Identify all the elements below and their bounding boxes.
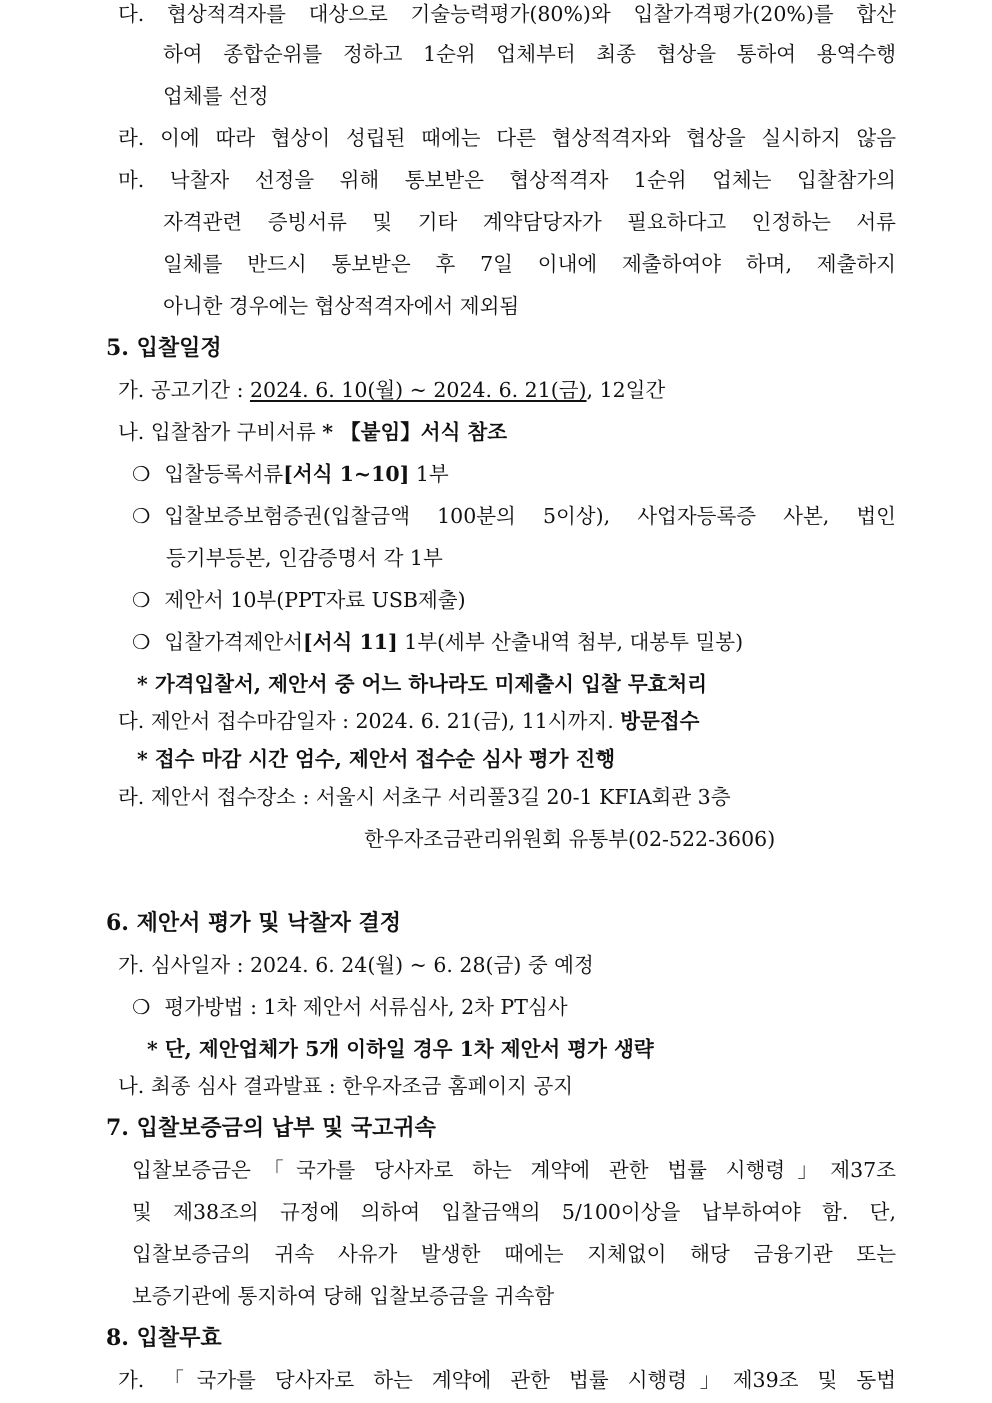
item-ma-line1: 마. 낙찰자 선정을 위해 통보받은 협상적격자 1순위 업체는 입찰참가의: [118, 168, 896, 192]
circle-bullet-icon: ❍: [132, 504, 151, 528]
document-item-2: [132, 502, 896, 530]
item-ra: 라. 이에 따라 협상이 성립된 때에는 다른 협상적격자와 협상을 실시하지 않음: [118, 126, 896, 150]
section-5-heading: 5. 입찰일정: [106, 335, 222, 361]
deposit-paragraph-line2: 및 제38조의 규정에 의하여 입찰금액의 5/100이상을 납부하여야 함. 단,: [132, 1200, 896, 1224]
submission-deadline: [118, 707, 699, 735]
section-7-heading: 7. 입찰보증금의 납부 및 국고귀속: [106, 1115, 436, 1141]
item-da-line2: 하여 종합순위를 정하고 1순위 업체부터 최종 협상을 통하여 용역수행: [163, 42, 896, 66]
document-item-4: [132, 628, 743, 656]
submission-deadline-text: 다. 제안서 접수마감일자 : 2024. 6. 21(금), 11시까지.: [118, 709, 621, 733]
document-item-2-cont: 등기부등본, 인감증명서 각 1부: [166, 546, 443, 570]
notice-period-dates: 2024. 6. 10(월) ~ 2024. 6. 21(금): [250, 378, 587, 402]
document-item-2-text: 입찰보증보험증권(입찰금액 100분의 5이상), 사업자등록증 사본, 법인: [164, 504, 896, 528]
document-item-1-text: 입찰등록서류: [164, 462, 284, 486]
deposit-paragraph-line4: 보증기관에 통지하여 당해 입찰보증금을 귀속함: [132, 1284, 555, 1308]
form-reference: [서식 1~10]: [283, 462, 410, 486]
deadline-note: * 접수 마감 시간 엄수, 제안서 접수순 심사 평가 진행: [137, 747, 616, 771]
review-date: 가. 심사일자 : 2024. 6. 24(월) ~ 6. 28(금) 중 예정: [118, 953, 594, 977]
document-item-4-count: 1부(세부 산출내역 첨부, 대봉투 밀봉): [397, 630, 744, 654]
document-item-3-text: 제안서 10부(PPT자료 USB제출): [164, 588, 466, 612]
notice-period-days: , 12일간: [586, 378, 666, 402]
item-ma-line2: 자격관련 증빙서류 및 기타 계약담당자가 필요하다고 인정하는 서류: [163, 210, 896, 234]
document-item-3: [132, 586, 466, 614]
section-8-heading: 8. 입찰무효: [106, 1325, 222, 1351]
visit-submission: 방문접수: [620, 709, 700, 733]
document-item-4-text: 입찰가격제안서: [164, 630, 304, 654]
invalid-bid-note: * 가격입찰서, 제안서 중 어느 하나라도 미제출시 입찰 무효처리: [137, 672, 708, 696]
notice-period-label: 가. 공고기간 :: [118, 378, 250, 402]
form-reference: [서식 11]: [303, 630, 398, 654]
circle-bullet-icon: ❍: [132, 462, 151, 486]
item-ma-line4: 아니한 경우에는 협상적격자에서 제외됨: [163, 294, 520, 318]
deposit-paragraph-line3: 입찰보증금의 귀속 사유가 발생한 때에는 지체없이 해당 금융기관 또는: [132, 1242, 896, 1266]
submission-place-office: 한우자조금관리위원회 유통부(02-522-3606): [364, 827, 776, 851]
required-documents-label: 나. 입찰참가 구비서류: [118, 420, 323, 444]
item-da-line3: 업체를 선정: [163, 84, 269, 108]
invalid-bid-item-ga: 가. 「국가를 당사자로 하는 계약에 관한 법률 시행령」제39조 및 동법: [118, 1368, 896, 1392]
required-documents-note: * 【붙임】서식 참조: [322, 420, 508, 444]
submission-place: 라. 제안서 접수장소 : 서울시 서초구 서리풀3길 20-1 KFIA회관 3층: [118, 785, 731, 809]
circle-bullet-icon: ❍: [132, 588, 151, 612]
circle-bullet-icon: ❍: [132, 630, 151, 654]
item-da-line1: 다. 협상적격자를 대상으로 기술능력평가(80%)와 입찰가격평가(20%)를 합산: [118, 2, 896, 26]
circle-bullet-icon: ❍: [132, 995, 151, 1019]
evaluation-note: * 단, 제안업체가 5개 이하일 경우 1차 제안서 평가 생략: [147, 1037, 654, 1061]
item-ma-line3: 일체를 반드시 통보받은 후 7일 이내에 제출하여야 하며, 제출하지: [163, 252, 896, 276]
section-6-heading: 6. 제안서 평가 및 낙찰자 결정: [106, 910, 402, 936]
deposit-paragraph-line1: 입찰보증금은「국가를 당사자로 하는 계약에 관한 법률 시행령」제37조: [132, 1158, 896, 1182]
required-documents: [118, 418, 507, 446]
result-announcement: 나. 최종 심사 결과발표 : 한우자조금 홈페이지 공지: [118, 1074, 574, 1098]
document-item-1: [132, 460, 449, 488]
document-item-1-count: 1부: [409, 462, 449, 486]
notice-period: [118, 376, 665, 404]
evaluation-method-text: 평가방법 : 1차 제안서 서류심사, 2차 PT심사: [164, 995, 568, 1019]
evaluation-method: [132, 993, 568, 1021]
